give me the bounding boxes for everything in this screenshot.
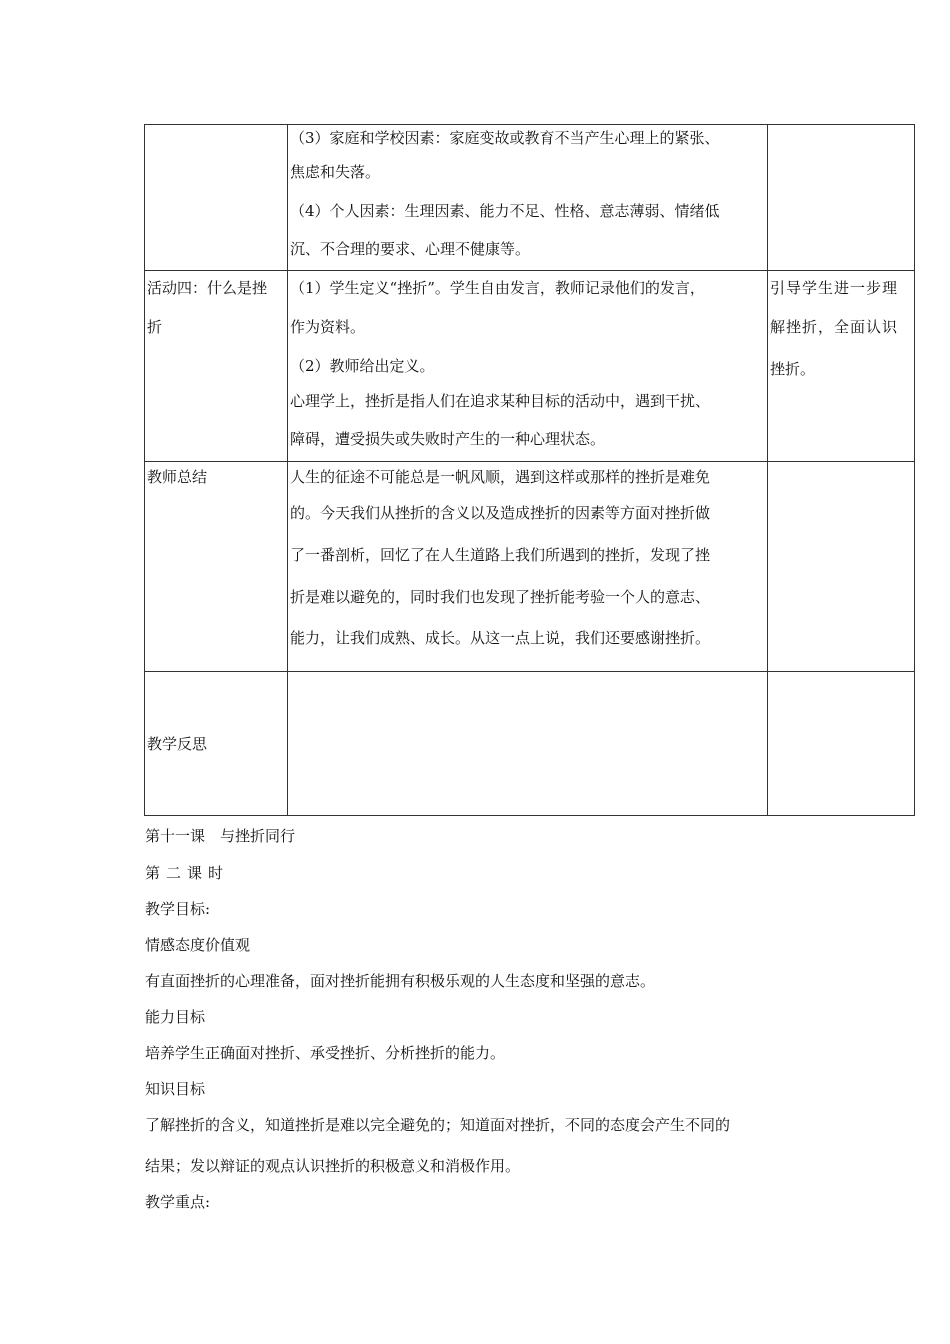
knowledge-text-2: 结果；发以辩证的观点认识挫折的积极意义和消极作用。 xyxy=(145,1157,521,1175)
cell-text-line: 人生的征途不可能总是一帆风顺，遇到这样或那样的挫折是难免 xyxy=(290,468,711,486)
cell-text-line: 作为资料。 xyxy=(290,318,366,336)
table-cell xyxy=(288,271,768,462)
cell-text-line: （1）学生定义“挫折”。学生自由发言，教师记录他们的发言， xyxy=(290,279,705,297)
cell-text-line: 折是难以避免的，同时我们也发现了挫折能考验一个人的意志、 xyxy=(290,588,711,606)
cell-text-line: 障碍，遭受损失或失败时产生的一种心理状态。 xyxy=(290,430,606,448)
table-row xyxy=(145,462,915,672)
table-cell xyxy=(145,462,288,672)
cell-text-line: 挫折。 xyxy=(770,360,816,378)
cell-text-line: 的。今天我们从挫折的含义以及造成挫折的因素等方面对挫折做 xyxy=(290,504,711,522)
cell-text-line: 了一番剖析，回忆了在人生道路上我们所遇到的挫折，发现了挫 xyxy=(290,546,711,564)
cell-text-line: 教师总结 xyxy=(147,468,208,486)
cell-text-line: （2）教师给出定义。 xyxy=(290,357,435,375)
table-cell xyxy=(288,125,768,271)
table-cell xyxy=(288,672,768,816)
cell-text-line: （4）个人因素：生理因素、能力不足、性格、意志薄弱、情绪低 xyxy=(290,202,720,220)
table-cell xyxy=(145,672,288,816)
emotion-text: 有直面挫折的心理准备，面对挫折能拥有积极乐观的人生态度和坚强的意志。 xyxy=(145,972,656,990)
cell-text-line: 解挫折，全面认识 xyxy=(770,318,899,336)
knowledge-heading: 知识目标 xyxy=(145,1080,206,1098)
cell-text-line: （3）家庭和学校因素：家庭变故或教育不当产生心理上的紧张、 xyxy=(290,129,720,147)
lesson-title: 第十一课 与挫折同行 xyxy=(145,827,296,845)
cell-text-line: 活动四：什么是挫 xyxy=(147,279,268,297)
table-cell xyxy=(768,271,915,462)
cell-text-line: 折 xyxy=(147,318,163,336)
emotion-heading: 情感态度价值观 xyxy=(145,936,251,954)
cell-text-line: 心理学上，挫折是指人们在追求某种目标的活动中，遇到干扰、 xyxy=(290,392,711,410)
table-cell xyxy=(768,462,915,672)
table-cell xyxy=(768,125,915,271)
cell-text-line: 沉、不合理的要求、心理不健康等。 xyxy=(290,240,531,258)
goals-heading: 教学目标: xyxy=(145,900,211,918)
cell-text-line: 教学反思 xyxy=(147,735,208,753)
focus-heading: 教学重点: xyxy=(145,1193,211,1211)
table-row xyxy=(145,125,915,271)
lesson-plan-table xyxy=(144,124,915,816)
table-cell xyxy=(768,672,915,816)
table-cell xyxy=(145,271,288,462)
period-label: 第二课时 xyxy=(145,864,230,882)
cell-text-line: 能力，让我们成熟、成长。从这一点上说，我们还要感谢挫折。 xyxy=(290,629,711,647)
cell-text-line: 引导学生进一步理 xyxy=(770,279,899,297)
ability-text: 培养学生正确面对挫折、承受挫折、分析挫折的能力。 xyxy=(145,1044,506,1062)
cell-text-line: 焦虑和失落。 xyxy=(290,163,381,181)
table-cell xyxy=(288,462,768,672)
table-row xyxy=(145,672,915,816)
table-row xyxy=(145,271,915,462)
table-cell xyxy=(145,125,288,271)
knowledge-text-1: 了解挫折的含义，知道挫折是难以完全避免的；知道面对挫折，不同的态度会产生不同的 xyxy=(145,1116,731,1134)
ability-heading: 能力目标 xyxy=(145,1008,206,1026)
